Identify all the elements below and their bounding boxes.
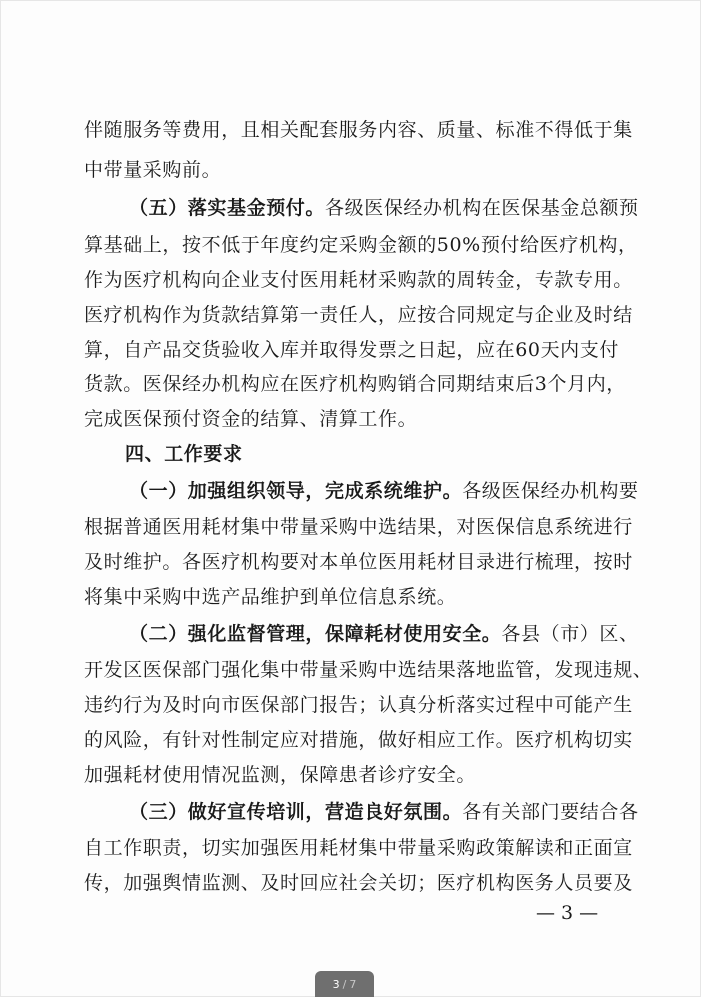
page-indicator[interactable] — [315, 971, 374, 997]
paragraph-line: 加强耗材使用情况监测，保障患者诊疗安全。 — [84, 764, 477, 786]
section-heading-5: （五）落实基金预付。 — [129, 197, 326, 219]
paragraph-line — [129, 800, 639, 824]
paragraph-line: 传，加强舆情监测、及时回应社会关切；医疗机构医务人员要及 — [84, 872, 633, 894]
paragraph-line: 中带量采购前。 — [84, 159, 222, 181]
paragraph-line: 医疗机构作为货款结算第一责任人，应按合同规定与企业及时结 — [84, 304, 633, 326]
paragraph-line: 将集中采购中选产品维护到单位信息系统。 — [84, 586, 457, 608]
paragraph-line: 违约行为及时向市医保部门报告；认真分析落实过程中可能产生 — [84, 694, 633, 716]
paragraph-line: 自工作职责，切实加强医用耗材集中带量采购政策解读和正面宣 — [84, 837, 633, 859]
paragraph-line — [129, 479, 639, 503]
paragraph-text: 各县（市）区、 — [501, 623, 639, 645]
total-pages: 7 — [349, 977, 357, 991]
paragraph-line: 算基础上，按不低于年度约定采购金额的50%预付给医疗机构， — [84, 234, 638, 256]
paragraph-line: 及时维护。各医疗机构要对本单位医用耗材目录进行梳理，按时 — [84, 551, 633, 573]
paragraph-line: 开发区医保部门强化集中带量采购中选结果落地监管，发现违规、 — [84, 659, 653, 681]
current-page: 3 — [332, 977, 340, 991]
paragraph-line: 算，自产品交货验收入库并取得发票之日起，应在60天内支付 — [84, 339, 619, 361]
page-number: — 3 — — [536, 902, 599, 924]
section-heading-1: （一）加强组织领导，完成系统维护。 — [129, 480, 463, 502]
section-heading-3: （三）做好宣传培训，营造良好氛围。 — [129, 801, 463, 823]
paragraph-line: 伴随服务等费用，且相关配套服务内容、质量、标准不得低于集 — [84, 119, 633, 141]
section-heading-2: （二）强化监督管理，保障耗材使用安全。 — [129, 623, 502, 645]
paragraph-line: 的风险，有针对性制定应对措施，做好相应工作。医疗机构切实 — [84, 729, 633, 751]
paragraph-line: 作为医疗机构向企业支付医用耗材采购款的周转金，专款专用。 — [84, 269, 633, 291]
paragraph-line: 完成医保预付资金的结算、清算工作。 — [84, 408, 418, 430]
paragraph-line — [129, 196, 639, 220]
paragraph-line: 根据普通医用耗材集中带量采购中选结果，对医保信息系统进行 — [84, 516, 633, 538]
paragraph-text: 各级医保经办机构在医保基金总额预 — [325, 197, 639, 219]
page-separator: / — [342, 977, 347, 991]
paragraph-line — [129, 622, 639, 646]
section-title: 四、工作要求 — [125, 443, 243, 465]
paragraph-line: 货款。医保经办机构应在医疗机构购销合同期结束后3个月内， — [84, 373, 626, 395]
paragraph-text: 各级医保经办机构要 — [462, 480, 639, 502]
paragraph-text: 各有关部门要结合各 — [462, 801, 639, 823]
